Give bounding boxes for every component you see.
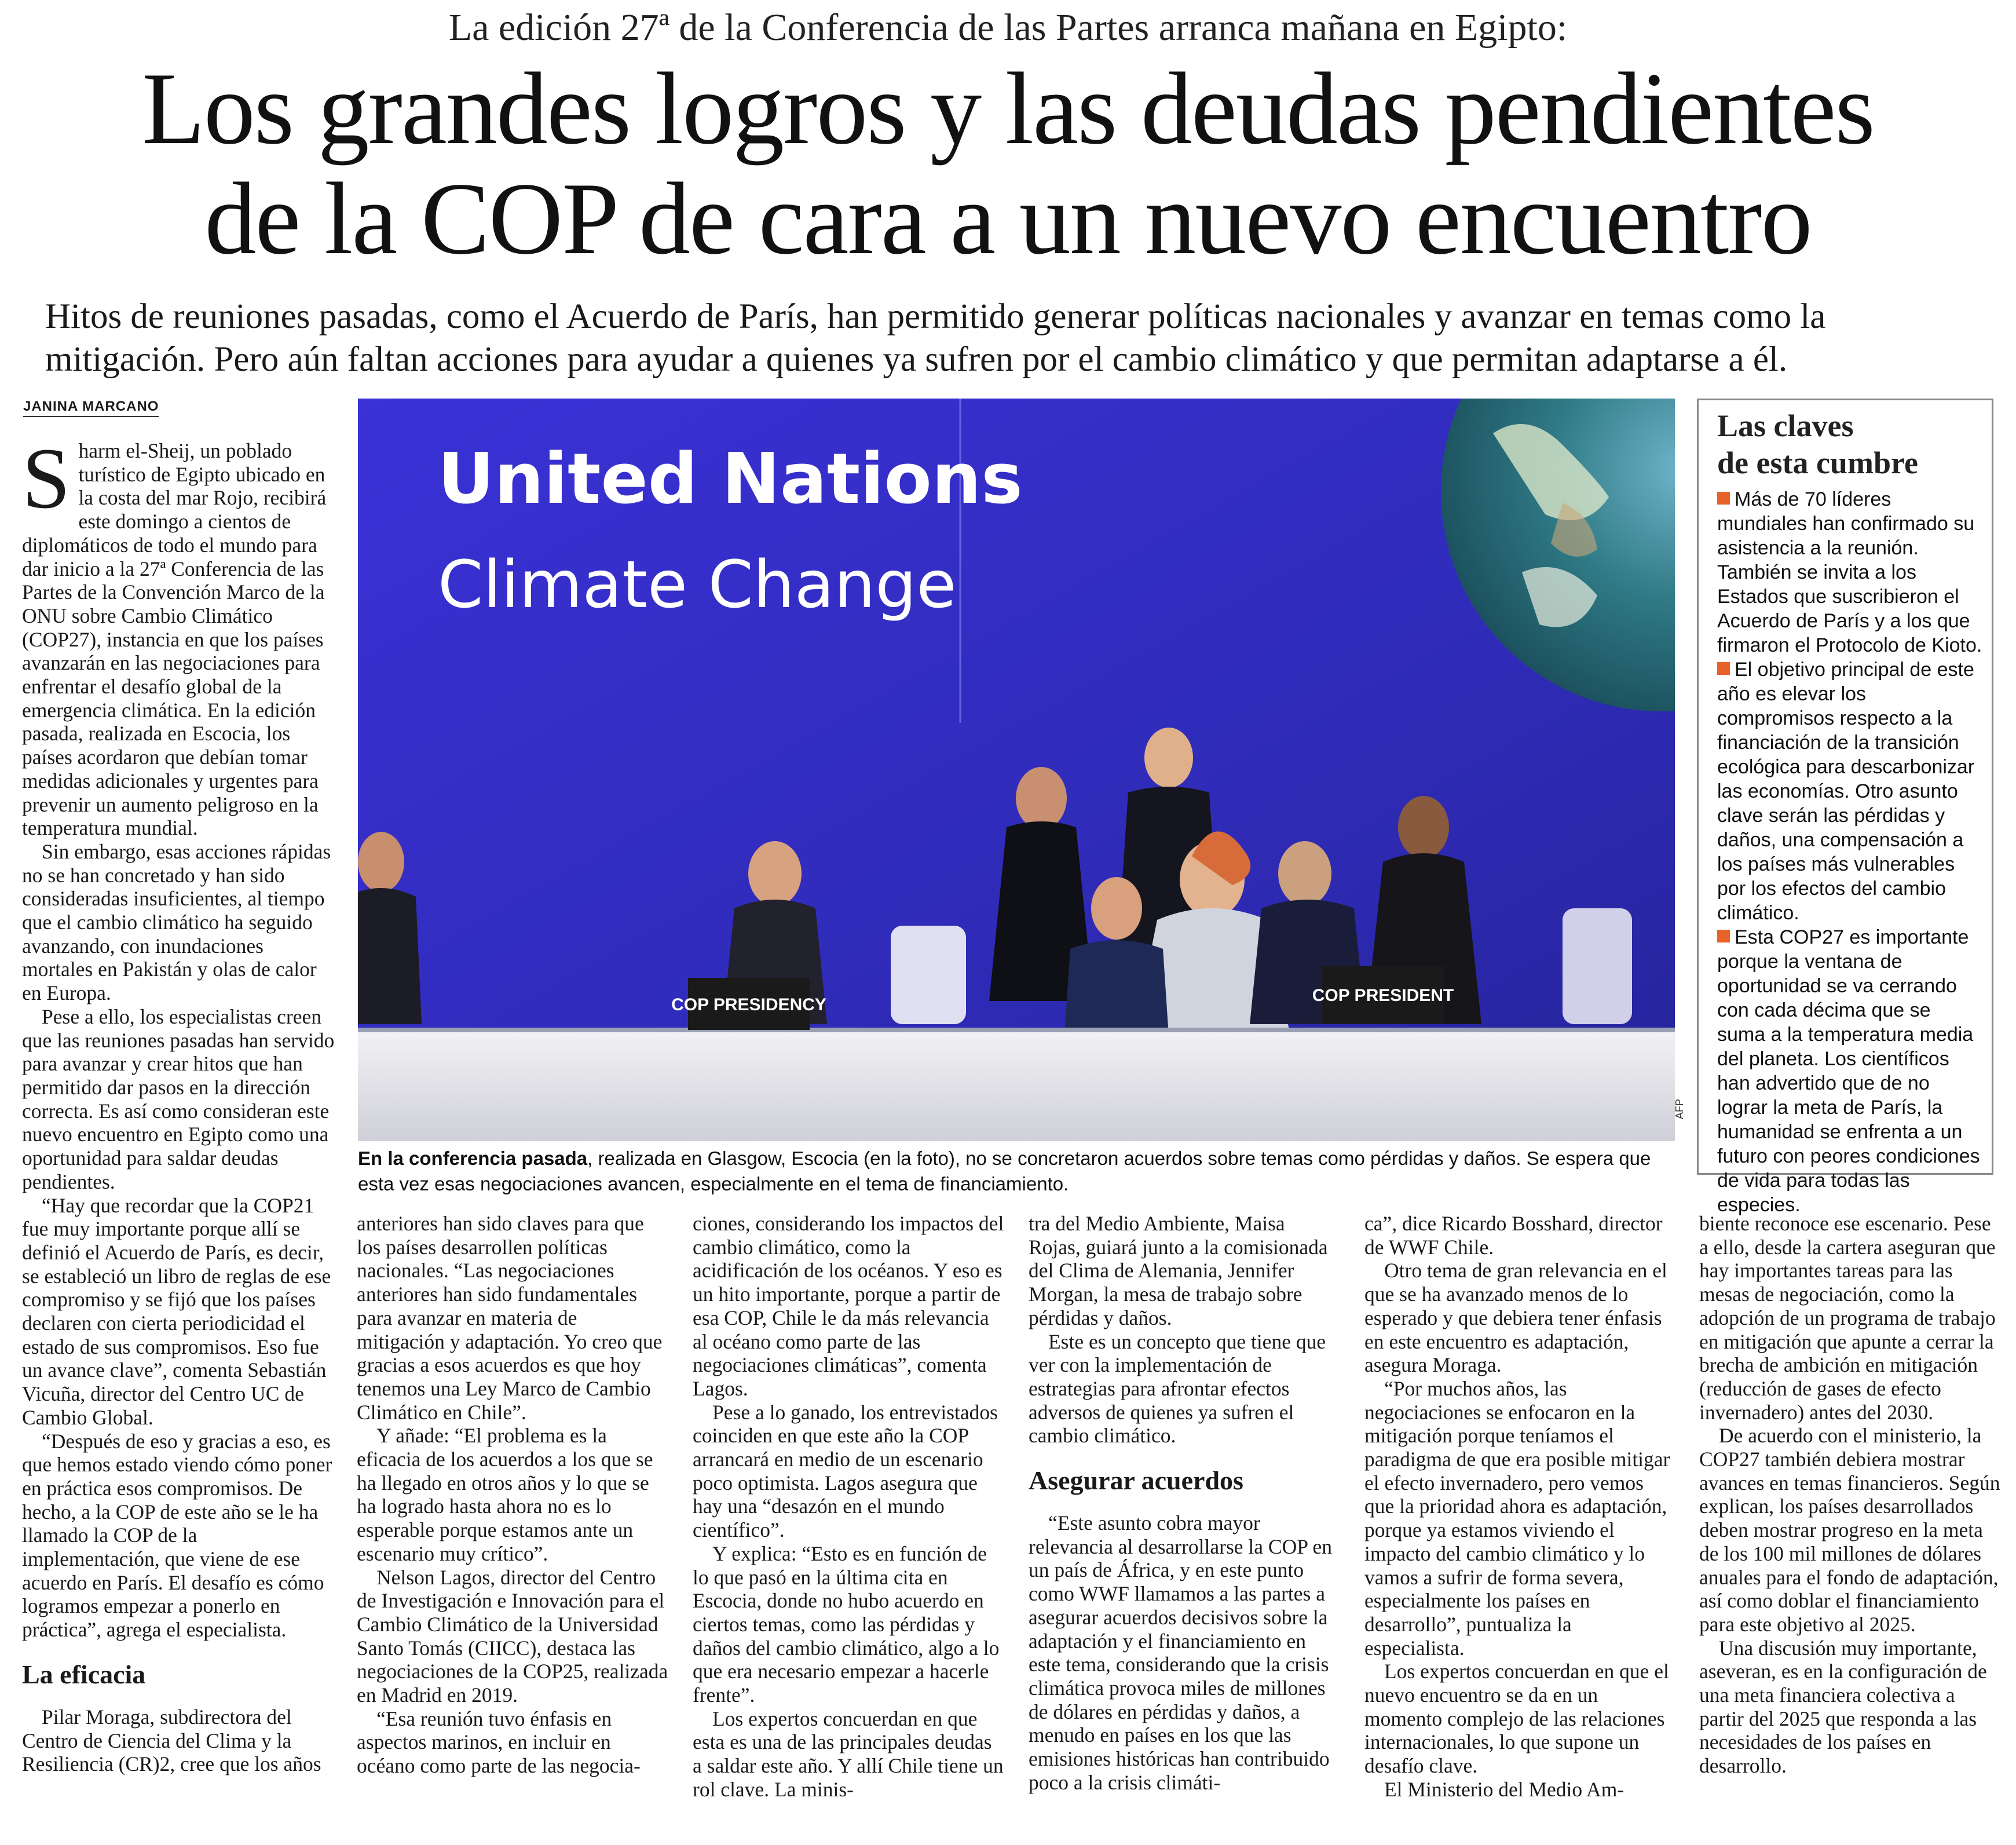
sidebar-box [1697, 399, 1993, 1216]
bullet-square-icon [1717, 662, 1730, 675]
sidebar-item: Más de 70 líderes mundiales han confirmado su asistencia a la reunión. También se invita a los Estados que suscribieron el Acuerdo de París y a los que firmaron el Protocolo de Kioto. [1717, 488, 1982, 656]
paragraph: biente reconoce ese escenario. Pese a ello, desde la cartera aseguran que hay importantes tareas para las mesas de negociación, como la adopción de un programa de trabajo en mitigación que apunte a cerrar la brecha de ambición en mitigación (reducción de gases de efecto invernadero) antes del 2030. [1699, 1212, 1996, 1424]
column-6 [1699, 1212, 2000, 1778]
paragraph: Una discusión muy importante, aseveran, es en la configuración de una meta financiera colectiva a partir del 2025 que responda a las necesidades de los países en desarrollo. [1699, 1636, 1987, 1778]
bullet-square-icon [1717, 492, 1730, 505]
paragraph: Sin embargo, esas acciones rápidas no se han concretado y han sido consideradas insuficientes, al tiempo que el cambio climático ha seguido avanzando, con inundaciones mortales en Pakistán y olas de calor en Europa. [22, 839, 331, 1005]
deck: Hitos de reuniones pasadas, como el Acuerdo de París, han permitido generar políticas nacionales y avanzar en temas como la mitigación. Pero aún faltan acciones para ayudar a quienes ya sufren por el cambio climático y que permitan adaptarse a él. [45, 297, 1826, 379]
paragraph: “Después de eso y gracias a eso, es que hemos estado viendo cómo poner en práctica esos compromisos. De hecho, a la COP de este año se le ha llamado la COP de la implementación, que viene de ese acuerdo en París. El desafío es cómo logramos empezar a ponerlo en práctica”, agrega el especialista. [22, 1429, 332, 1642]
headline-line-1: Los grandes logros y las deudas pendientes [142, 51, 1874, 166]
paragraph: “Este asunto cobra mayor relevancia al desarrollarse la COP en un país de África, y en este punto como WWF llamamos a las partes a asegurar acuerdos decisivos sobre la adaptación y el financiamiento en este tema, considerando que la crisis climática provoca miles de millones de dólares en pérdidas y daños, a menudo en países en los que las emisiones históricas han contribuido poco a la crisis climáti- [1029, 1511, 1333, 1794]
caption-lead: En la conferencia pasada [358, 1148, 588, 1169]
sidebar-title: Las claves de esta cumbre [1717, 408, 1918, 480]
paragraph: Los expertos concuerdan en que el nuevo encuentro se da en un momento complejo de las relaciones internacionales, lo que supone un desafío clave. [1364, 1660, 1669, 1778]
desk-shape [358, 1030, 1675, 1141]
column-4 [1029, 1212, 1340, 1794]
column-1 [22, 430, 335, 1776]
paragraph: Sharm el-Sheij, un poblado turístico de Egipto ubicado en la costa del mar Rojo, recibirá este domingo a cientos de diplomáticos de todo el mundo para dar inicio a la 27ª Conferencia de las Partes de la Convención Marco de la ONU sobre Cambio Climático (COP27), instancia en que los países avanzarán en las negociaciones para enfrentar el desafío global de la emergencia climática. En la edición pasada, realizada en Escocia, los países acordaron que debían tomar medidas adicionales y urgentes para prevenir un aumento peligroso en la temperatura mundial. [22, 430, 327, 840]
dropcap: S [22, 430, 71, 527]
paragraph: “Hay que recordar que la COP21 fue muy importante porque allí se definió el Acuerdo de París, es decir, se estableció un libro de reglas de ese compromiso y se fijó que los países declaren con cierta periodicidad el estado de sus compromisos. Eso fue un avance clave”, comenta Sebastián Vicuña, director del Centro UC de Cambio Global. [22, 1193, 331, 1429]
paragraph: Otro tema de gran relevancia en el que se ha avanzado menos de lo esperado y que debiera tener énfasis en este encuentro es adaptación, asegura Moraga. [1364, 1259, 1667, 1377]
paragraph: Pese a lo ganado, los entrevistados coinciden en que este año la COP arrancará en medio de un escenario poco optimista. Lagos asegura que hay una “desazón en el mundo científico”. [693, 1400, 998, 1542]
caption-text: , realizada en Glasgow, Escocia (en la foto), no se concretaron acuerdos sobre temas como pérdidas y daños. Se espera que esta vez esas negociaciones avancen, especialmente en el tema de financiamiento. [358, 1148, 1651, 1194]
subhead-asegurar: Asegurar acuerdos [1029, 1466, 1243, 1496]
column-5 [1364, 1212, 1676, 1802]
paragraph: “Esa reunión tuvo énfasis en aspectos marinos, en incluir en océano como parte de las negocia- [357, 1707, 641, 1778]
paragraph: ciones, considerando los impactos del cambio climático, como la acidificación de los océanos. Y eso es un hito importante, porque a partir de esa COP, Chile le da más relevancia al océano como parte de las negociaciones climáticas”, comenta Lagos. [693, 1212, 1004, 1400]
sidebar-list [1717, 487, 1984, 1217]
sign-right: COP PRESIDENT [1312, 986, 1454, 1005]
photo [358, 399, 1675, 1141]
headline [0, 51, 2016, 276]
column-2 [357, 1212, 668, 1778]
paragraph: tra del Medio Ambiente, Maisa Rojas, guiará junto a la comisionada del Clima de Alemania, Jennifer Morgan, la mesa de trabajo sobre pérdidas y daños. [1029, 1212, 1328, 1329]
paragraph: Nelson Lagos, director del Centro de Investigación e Innovación para el Cambio Climático de la Universidad Santo Tomás (CIICC), destaca las negociaciones de la COP25, realizada en Madrid en 2019. [357, 1565, 668, 1707]
paragraph: El Ministerio del Medio Am- [1384, 1777, 1624, 1801]
paragraph: “Por muchos años, las negociaciones se enfocaron en la mitigación porque teníamos el paradigma de que era posible mitigar el efecto invernadero, pero vemos que la prioridad ahora es adaptación, porque ya estamos viviendo el impacto del cambio climático y lo vamos a sufrir de forma severa, especialmente los países en desarrollo”, puntualiza la especialista. [1364, 1376, 1670, 1660]
sidebar-item: Esta COP27 es importante porque la ventana de oportunidad se va cerrando con cada décima que se suma a la temperatura media del planeta. Los científicos han advertido que de no lograr la meta de París, la humanidad se enfrenta a un futuro con peores condiciones de vida para todas las especies. [1717, 926, 1980, 1216]
paragraph: Los expertos concuerdan en que esta es una de las principales deudas a saldar este año. Y allí Chile tiene un rol clave. La minis- [693, 1707, 1004, 1801]
byline: JANINA MARCANO [23, 399, 159, 417]
paragraph: De acuerdo con el ministerio, la COP27 también debiera mostrar avances en temas financieros. Según explican, los países desarrollados deben mostrar progreso en la meta de los 100 mil millones de dólares anuales para el fondo de adaptación, así como doblar el financiamiento para este objetivo al 2025. [1699, 1424, 2000, 1636]
photo-caption [358, 1146, 1675, 1197]
paragraph: anteriores han sido claves para que los países desarrollen políticas nacionales. “Las negociaciones anteriores han sido fundamentales para avanzar en materia de mitigación y adaptación. Yo creo que gracias a esos acuerdos es que hoy tenemos una Ley Marco de Cambio Climático en Chile”. [357, 1212, 663, 1424]
paragraph: Este es un concepto que tiene que ver con la implementación de estrategias para afrontar efectos adversos de quienes ya sufren el cambio climático. [1029, 1329, 1326, 1448]
kicker: La edición 27ª de la Conferencia de las Partes arranca mañana en Egipto: [448, 6, 1568, 49]
sidebar-item: El objetivo principal de este año es elevar los compromisos respecto a la financiación de la transición ecológica para descarbonizar las economías. Otro asunto clave serán las pérdidas y daños, una compensación a los países más vulnerables por los efectos del cambio climático. [1717, 659, 1975, 924]
headline-line-2: de la COP de cara a un nuevo encuentro [204, 161, 1812, 276]
subhead-eficacia: La eficacia [22, 1659, 146, 1689]
paragraph: Y añade: “El problema es la eficacia de los acuerdos a los que se ha llegado en otros años y lo que se ha logrado hasta ahora no es lo esperable porque estamos ante un escenario muy crítico”. [357, 1424, 653, 1565]
column-3 [693, 1212, 1004, 1802]
paragraph: ca”, dice Ricardo Bosshard, director de WWF Chile. [1364, 1212, 1663, 1259]
photo-credit: AFP [1674, 1098, 1685, 1119]
paragraph: Pese a ello, los especialistas creen que las reuniones pasadas han servido para avanzar y crear hitos que han permitido dar pasos en la dirección correcta. Es así como consideran este nuevo encuentro en Egipto como una oportunidad para saldar deudas pendientes. [22, 1004, 335, 1193]
bullet-square-icon [1717, 930, 1730, 942]
banner-line-1: United Nations [438, 439, 1023, 520]
paragraph: Y explica: “Esto es en función de lo que pasó en la última cita en Escocia, donde no hubo acuerdo en ciertos temas, como las pérdidas y daños del cambio climático, algo a lo que era necesario empezar a hacerle frente”. [693, 1541, 1000, 1707]
banner-line-2: Climate Change [438, 547, 957, 623]
sign-left: COP PRESIDENCY [671, 995, 826, 1014]
paragraph: Pilar Moraga, subdirectora del Centro de Ciencia del Clima y la Resiliencia (CR)2, cree que los años [22, 1705, 321, 1776]
